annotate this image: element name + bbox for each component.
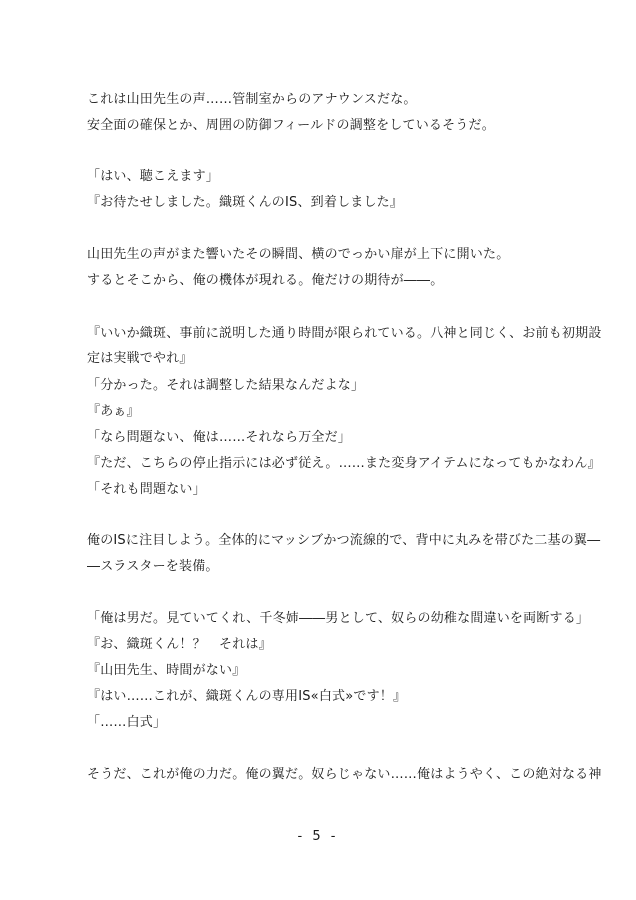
page-number: - 5 -	[297, 829, 339, 844]
text-line: 「はい、聴こえます」	[87, 169, 220, 184]
text-line: 『はい……これが、織斑くんの専用IS«白式»です！』	[87, 689, 407, 704]
text-line: これは山田先生の声……管制室からのアナウンスだな。	[87, 92, 417, 107]
text-line: 「俺は男だ。見ていてくれ、千冬姉――男として、奴らの幼稚な間違いを両断する」	[87, 611, 590, 626]
text-line: 「なら問題ない、俺は……それなら万全だ」	[87, 430, 352, 445]
text-line: 『山田先生、時間がない』	[87, 663, 246, 678]
text-line: 山田先生の声がまた響いたその瞬間、横のでっかい扉が上下に開いた。	[87, 247, 510, 262]
text-line: そうだ、これが俺の力だ。俺の翼だ。奴らじゃない……俺はようやく、この絶対なる神	[87, 767, 602, 782]
text-line: 『お待たせしました。織斑くんのIS、到着しました』	[87, 195, 404, 210]
text-line: 定は実戦でやれ』	[87, 351, 193, 366]
text-line: 「分かった。それは調整した結果なんだよな」	[87, 378, 365, 393]
text-line: 「……白式」	[87, 715, 167, 730]
text-line: 俺のISに注目しよう。全体的にマッシブかつ流線的で、背中に丸みを帯びた二基の翼―	[87, 533, 601, 548]
text-line: 『いいか織斑、事前に説明した通り時間が限られている。八神と同じく、お前も初期設	[87, 326, 602, 341]
text-line: 『お、織斑くん！？ それは』	[87, 637, 272, 652]
text-line: 『あぁ』	[87, 404, 140, 419]
text-line: するとそこから、俺の機体が現れる。俺だけの期待が――。	[87, 273, 444, 288]
text-line: 安全面の確保とか、周囲の防御フィールドの調整をしているそうだ。	[87, 118, 495, 133]
text-line: 「それも問題ない」	[87, 482, 206, 497]
text-line: 『ただ、こちらの停止指示には必ず従え。……また変身アイテムになってもかなわん』	[87, 456, 601, 471]
text-line: ―スラスターを装備。	[87, 559, 219, 574]
